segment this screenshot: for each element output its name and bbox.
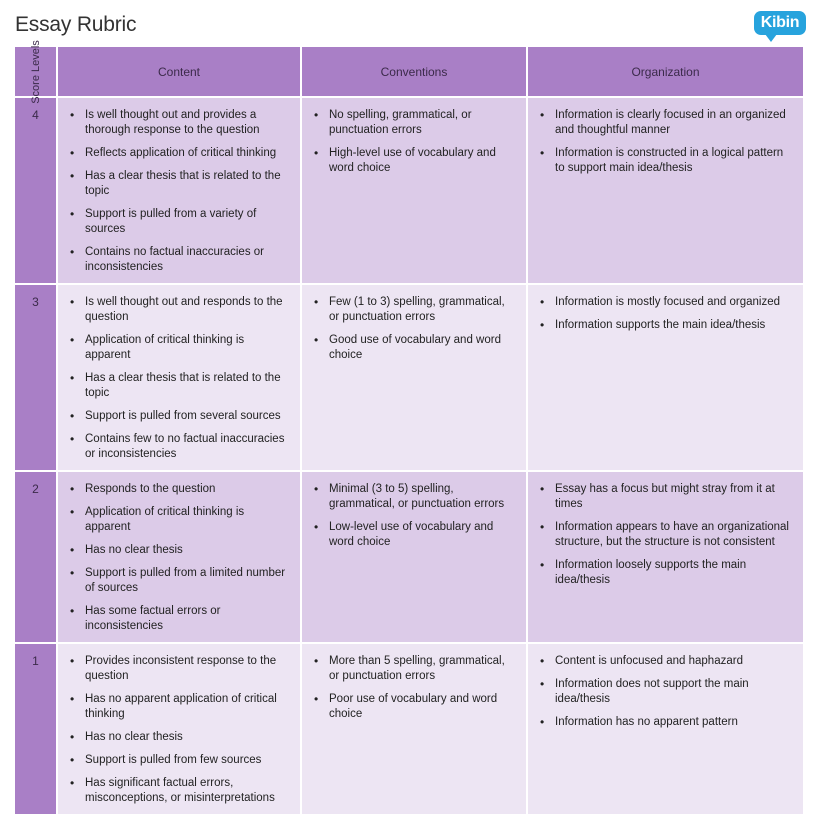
table-row <box>15 284 803 471</box>
list-item: • Provides inconsistent response to the question <box>85 654 292 684</box>
score-level: 2 <box>15 471 57 643</box>
criteria-list <box>58 472 300 634</box>
criteria-list <box>58 644 300 806</box>
criteria-list <box>528 285 803 333</box>
list-item: • Few (1 to 3) spelling, grammatical, or punctuation errors <box>329 295 518 325</box>
organization-cell <box>527 284 803 471</box>
list-item: • Has no clear thesis <box>85 543 292 558</box>
list-item: • Has some factual errors or inconsistencies <box>85 604 292 634</box>
list-item: • Poor use of vocabulary and word choice <box>329 692 518 722</box>
list-item: • Has a clear thesis that is related to the topic <box>85 371 292 401</box>
list-item: • Responds to the question <box>85 482 292 497</box>
list-item: • Support is pulled from a limited number of sources <box>85 566 292 596</box>
score-level: 3 <box>15 284 57 471</box>
list-item: • Minimal (3 to 5) spelling, grammatical, or punctuation errors <box>329 482 518 512</box>
criteria-list <box>302 472 526 550</box>
list-item: • Good use of vocabulary and word choice <box>329 333 518 363</box>
page-title: Essay Rubric <box>15 13 137 36</box>
list-item: • Information is clearly focused in an organized and thoughtful manner <box>555 108 795 138</box>
list-item: • Has no clear thesis <box>85 730 292 745</box>
column-header-organization: Organization <box>527 47 803 97</box>
kibin-logo: Kibin <box>754 11 806 35</box>
criteria-list <box>302 98 526 176</box>
list-item: • Low-level use of vocabulary and word choice <box>329 520 518 550</box>
list-item: • Is well thought out and provides a thorough response to the question <box>85 108 292 138</box>
conventions-cell <box>301 97 527 284</box>
list-item: • Information is constructed in a logical pattern to support main idea/thesis <box>555 146 795 176</box>
header-row <box>15 47 803 97</box>
organization-cell <box>527 471 803 643</box>
list-item: • Information has no apparent pattern <box>555 715 795 730</box>
conventions-cell <box>301 284 527 471</box>
table-row <box>15 471 803 643</box>
list-item: • Has no apparent application of critical thinking <box>85 692 292 722</box>
criteria-list <box>528 472 803 588</box>
criteria-list <box>302 644 526 722</box>
content-cell <box>57 284 301 471</box>
list-item: • Application of critical thinking is apparent <box>85 333 292 363</box>
list-item: • High-level use of vocabulary and word choice <box>329 146 518 176</box>
column-header-content: Content <box>57 47 301 97</box>
list-item: • Contains no factual inaccuracies or inconsistencies <box>85 245 292 275</box>
organization-cell <box>527 643 803 814</box>
criteria-list <box>528 98 803 176</box>
conventions-cell <box>301 471 527 643</box>
logo-speech-tail <box>765 34 777 42</box>
list-item: • Is well thought out and responds to the question <box>85 295 292 325</box>
content-cell <box>57 97 301 284</box>
table-row <box>15 97 803 284</box>
list-item: • Application of critical thinking is apparent <box>85 505 292 535</box>
column-header-conventions: Conventions <box>301 47 527 97</box>
criteria-list <box>58 285 300 462</box>
score-level: 1 <box>15 643 57 814</box>
score-level: 4 <box>15 97 57 284</box>
list-item: • Information appears to have an organizational structure, but the structure is not consistent <box>555 520 795 550</box>
list-item: • Information does not support the main idea/thesis <box>555 677 795 707</box>
list-item: • Information is mostly focused and organized <box>555 295 795 310</box>
criteria-list <box>528 644 803 730</box>
organization-cell <box>527 97 803 284</box>
list-item: • Information loosely supports the main idea/thesis <box>555 558 795 588</box>
list-item: • Has significant factual errors, misconceptions, or misinterpretations <box>85 776 292 806</box>
content-cell <box>57 643 301 814</box>
list-item: • Support is pulled from several sources <box>85 409 292 424</box>
list-item: • More than 5 spelling, grammatical, or punctuation errors <box>329 654 518 684</box>
list-item: • Support is pulled from few sources <box>85 753 292 768</box>
list-item: • Has a clear thesis that is related to the topic <box>85 169 292 199</box>
content-cell <box>57 471 301 643</box>
table-row <box>15 643 803 814</box>
list-item: • Information supports the main idea/thesis <box>555 318 795 333</box>
conventions-cell <box>301 643 527 814</box>
list-item: • Contains few to no factual inaccuracies or inconsistencies <box>85 432 292 462</box>
score-levels-label: Score Levels <box>29 39 42 104</box>
list-item: • Support is pulled from a variety of sources <box>85 207 292 237</box>
list-item: • No spelling, grammatical, or punctuation errors <box>329 108 518 138</box>
rubric-table <box>15 39 803 814</box>
criteria-list <box>302 285 526 363</box>
criteria-list <box>58 98 300 275</box>
list-item: • Essay has a focus but might stray from it at times <box>555 482 795 512</box>
column-header-score-levels <box>15 39 57 104</box>
list-item: • Content is unfocused and haphazard <box>555 654 795 669</box>
list-item: • Reflects application of critical thinking <box>85 146 292 161</box>
